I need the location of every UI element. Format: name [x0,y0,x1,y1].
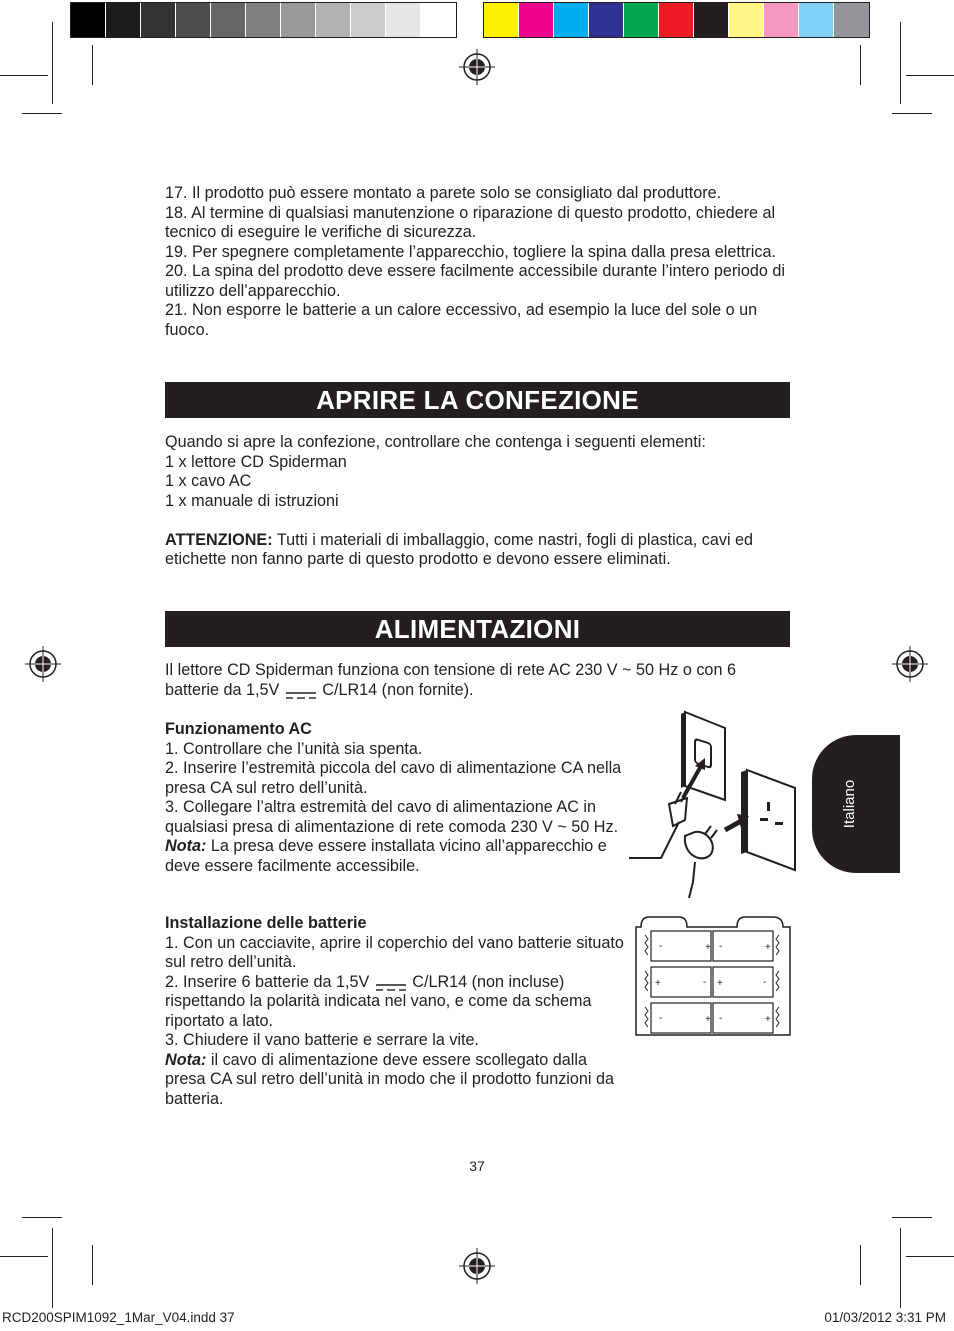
color-bar [483,2,870,38]
ac-step: 2. Inserire l’estremità piccola del cavo di alimentazione CA nella presa CA sul retro dell’unità. [165,759,622,797]
warning-paragraph [165,531,795,570]
color-swatch [421,3,456,37]
safety-list [165,184,795,340]
svg-text:-: - [703,977,707,988]
unpacking-section [165,433,795,570]
color-swatch [799,3,834,37]
warning-label: ATTENZIONE: [165,530,273,549]
svg-text:+: + [705,1014,711,1025]
footer-date: 01/03/2012 3:31 PM [824,1310,946,1325]
color-swatch [211,3,246,37]
registration-mark-icon [25,646,61,682]
color-swatch [176,3,211,37]
package-item: 1 x cavo AC [165,472,252,490]
svg-text:+: + [705,942,711,953]
battery-heading: Installazione delle batterie [165,914,367,932]
color-swatch [351,3,386,37]
section-title-unpacking: APRIRE LA CONFEZIONE [165,382,790,418]
power-intro-text: Il lettore CD Spiderman funziona con tensione di rete AC 230 V ~ 50 Hz o con 6 batterie da 1,5V [165,661,736,699]
registration-mark-icon [459,1248,495,1284]
crop-mark [92,45,93,85]
crop-mark [0,75,48,76]
grayscale-bar [70,2,457,38]
safety-item: 18. Al termine di qualsiasi manutenzione o riparazione di questo prodotto, chiedere al tecnico di eseguire le verifiche di sicurezza. [165,203,776,241]
color-swatch [386,3,421,37]
color-swatch [519,3,554,37]
svg-text:+: + [717,978,723,989]
battery-note [165,1051,625,1110]
color-swatch [729,3,764,37]
page-number: 37 [469,1158,485,1174]
power-intro-text-2: C/LR14 (non fornite). [322,680,474,699]
color-swatch [71,3,106,37]
safety-item: 20. La spina del prodotto deve essere facilmente accessibile durante l’intero periodo di utilizzo dell’apparecchio. [165,262,786,300]
color-swatch [316,3,351,37]
safety-item: 17. Il prodotto può essere montato a parete solo se consigliato dal produttore. [165,184,722,202]
svg-text:-: - [763,977,767,988]
color-swatch [484,3,519,37]
svg-text:-: - [659,1013,663,1024]
ac-connection-illustration [625,708,805,908]
battery-compartment-illustration [633,915,795,1039]
crop-mark [22,113,62,114]
safety-item: 19. Per spegnere completamente l’apparecchio, togliere la spina dalla presa elettrica. [165,242,776,261]
safety-item: 21. Non esporre le batterie a un calore eccessivo, ad esempio la luce del sole o un fuoco. [165,301,758,339]
crop-mark [892,113,932,114]
battery-note-label: Nota: [165,1050,207,1069]
svg-text:-: - [719,1013,723,1024]
color-swatch [624,3,659,37]
svg-text:+: + [765,942,771,953]
crop-mark [900,22,901,104]
crop-mark [52,22,53,104]
color-swatch [764,3,799,37]
crop-mark [860,1245,861,1285]
package-item: 1 x manuale di istruzioni [165,491,339,510]
dc-symbol-icon [376,978,406,986]
crop-mark [892,1217,932,1218]
color-swatch [589,3,624,37]
color-swatch [106,3,141,37]
crop-mark [900,1228,901,1308]
language-tab [812,735,900,873]
footer-file-info: RCD200SPIM1092_1Mar_V04.indd 37 [2,1310,235,1325]
crop-mark [860,45,861,85]
ac-step: 1. Controllare che l’unità sia spenta. [165,739,423,758]
registration-mark-icon [892,646,928,682]
crop-mark [0,1256,48,1257]
ac-note-label: Nota: [165,837,207,855]
color-swatch [554,3,589,37]
svg-text:+: + [655,978,661,989]
color-swatch [141,3,176,37]
unpacking-intro: Quando si apre la confezione, controllare che contenga i seguenti elementi: [165,433,706,451]
battery-step: 2. Inserire 6 batterie da 1,5V C/LR14 (non incluse) rispettando la polarità indicata nel vano, e come da schema riportato a lato. [165,972,592,1030]
svg-text:+: + [765,1014,771,1025]
ac-step: 3. Collegare l’altra estremità del cavo di alimentazione AC in qualsiasi presa di alimentazione di rete comoda 230 V ~ 50 Hz. [165,798,619,836]
ac-note-text: La presa deve essere installata vicino all’apparecchio e deve essere facilmente accessibile. [165,837,607,875]
ac-operation [165,720,625,876]
battery-note-text: il cavo di alimentazione deve essere scollegato dalla presa CA sul retro dell’unità in modo che il prodotto funzioni da batteria. [165,1050,615,1108]
color-swatch [281,3,316,37]
svg-text:-: - [719,941,723,952]
svg-text:-: - [659,941,663,952]
battery-step: 1. Con un cacciavite, aprire il coperchio del vano batterie situato sul retro dell’unità. [165,933,624,971]
color-swatch [246,3,281,37]
battery-step: 3. Chiudere il vano batterie e serrare la vite. [165,1031,480,1049]
crop-mark [92,1245,93,1285]
power-intro [165,661,793,700]
ac-heading: Funzionamento AC [165,720,312,738]
crop-mark [52,1228,53,1308]
registration-mark-icon [459,49,495,85]
crop-mark [906,1256,954,1257]
battery-installation [165,914,625,1109]
crop-mark [906,75,954,76]
package-item: 1 x lettore CD Spiderman [165,452,347,471]
section-title-power: ALIMENTAZIONI [165,611,790,647]
language-tab-label: Italiano [841,779,858,829]
ac-note [165,837,625,876]
crop-mark [22,1217,62,1218]
dc-symbol-icon [286,686,316,694]
color-swatch [659,3,694,37]
color-swatch [694,3,729,37]
color-swatch [834,3,869,37]
warning-text: Tutti i materiali di imballaggio, come nastri, fogli di plastica, cavi ed etichette non fanno parte di questo prodotto e devono essere eliminati. [165,530,754,568]
